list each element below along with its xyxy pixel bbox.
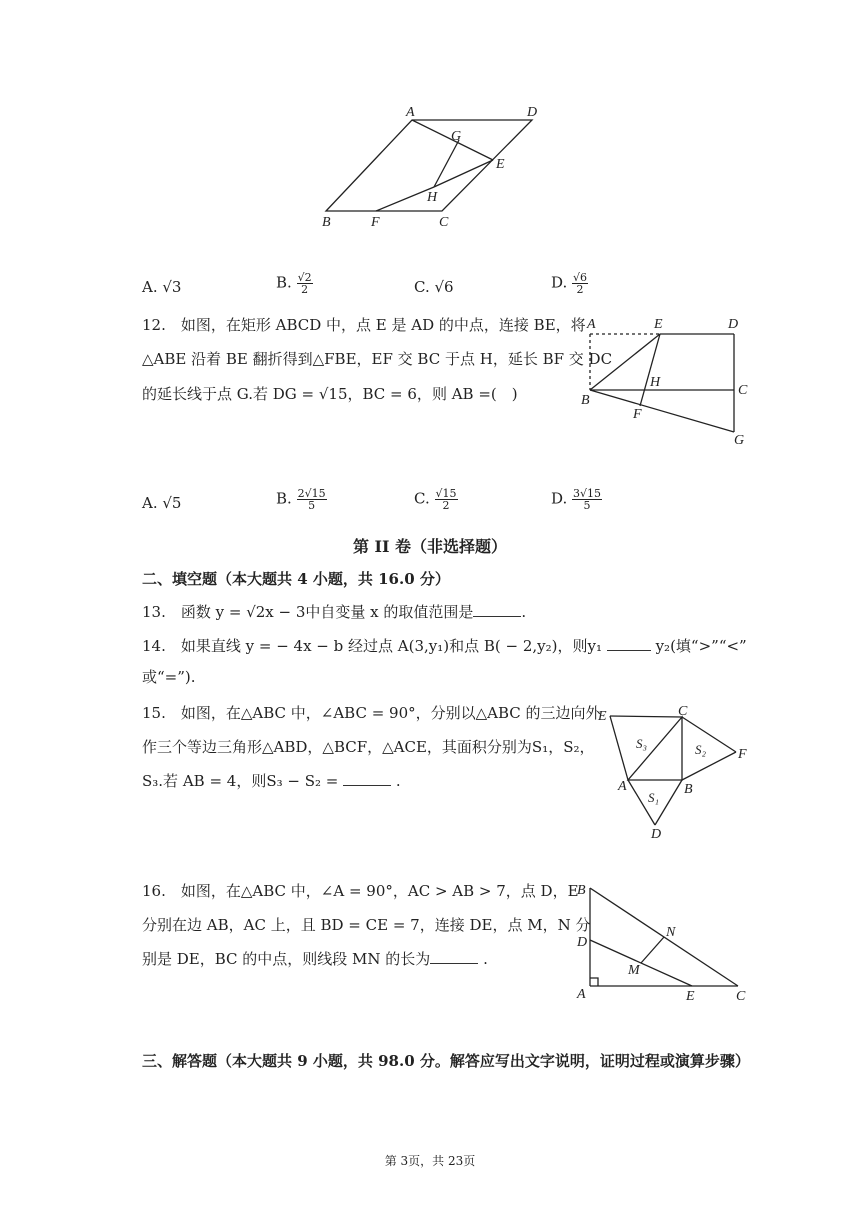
denominator: 2 (301, 283, 309, 296)
label-A: A (406, 105, 415, 120)
q16-line-2: 分别在边 AB，AC 上，且 BD = CE = 7，连接 DE，点 M，N 分 (142, 916, 591, 934)
fraction (435, 488, 458, 511)
q14-line-2: 或“=”). (142, 668, 196, 686)
option-letter: D. (551, 273, 568, 292)
q16-line-3 (142, 948, 488, 970)
q12-option-c (414, 488, 458, 511)
q11-option-c: C. √6 (414, 278, 454, 296)
numerator: √15 (435, 487, 457, 500)
section-3-heading: 三、解答题（本大题共 9 小题，共 98.0 分。解答应写出文字说明，证明过程或演算步骤） (142, 1052, 750, 1070)
parallelogram-figure (310, 100, 550, 235)
q13-end: . (521, 603, 527, 621)
label-B: B (581, 393, 590, 408)
label-H: H (650, 375, 661, 390)
q16-end: . (483, 950, 488, 968)
q15-end: . (395, 772, 401, 790)
q12-option-a: A. √5 (142, 494, 182, 512)
label-G: G (451, 129, 462, 144)
label-A: A (577, 987, 586, 1002)
q16-text: 别是 DE，BC 的中点，则线段 MN 的长为 (142, 950, 431, 968)
label-E: E (654, 317, 663, 332)
fraction (572, 272, 588, 295)
label-B: B (684, 782, 693, 797)
denominator: 2 (442, 499, 450, 512)
label-E: E (686, 989, 695, 1004)
q15-line-3 (142, 770, 401, 792)
label-C: C (439, 215, 449, 230)
q15-text: S₃.若 AB = 4，则S₃ − S₂ = (142, 772, 339, 790)
q11-option-a: A. √3 (142, 278, 182, 296)
label-H: H (427, 190, 438, 205)
fraction (572, 488, 602, 511)
label-C: C (678, 704, 688, 719)
equilateral-triangles-figure (592, 700, 762, 845)
answer-blank (430, 949, 478, 964)
label-C: C (736, 989, 746, 1004)
denominator: 5 (308, 499, 316, 512)
page-footer: 第 3页，共 23页 (384, 1154, 476, 1168)
q12-line-1: 12. 如图，在矩形 ABCD 中，点 E 是 AD 的中点，连接 BE，将 (142, 316, 586, 334)
answer-blank (473, 602, 521, 617)
q13 (142, 601, 526, 623)
section-2-title: 第 II 卷（非选择题） (352, 537, 508, 556)
option-letter: D. (551, 489, 568, 508)
label-S3: S₃ (636, 736, 648, 751)
option-letter: B. (276, 489, 292, 508)
q14-text-after: y₂(填“>”“<” (655, 637, 747, 655)
numerator: √6 (573, 271, 588, 284)
q15-line-1: 15. 如图，在△ABC 中，∠ABC = 90°，分别以△ABC 的三边向外 (142, 704, 601, 722)
q12-line-3: 的延长线于点 G.若 DG = √15，BC = 6，则 AB =( ) (142, 385, 518, 403)
label-B: B (577, 883, 586, 898)
q11-option-b (276, 272, 313, 295)
fraction (297, 272, 313, 295)
right-triangle-figure (570, 876, 760, 1006)
label-G: G (734, 433, 745, 448)
label-D: D (728, 317, 739, 332)
denominator: 5 (583, 499, 591, 512)
section-2-heading: 二、填空题（本大题共 4 小题，共 16.0 分） (142, 570, 450, 588)
label-A: A (587, 317, 596, 332)
label-F: F (371, 215, 380, 230)
label-E: E (496, 157, 505, 172)
q14-text: 14. 如果直线 y = − 4x − b 经过点 A(3,y₁)和点 B( − 2,y₂)，则y₁ (142, 637, 603, 655)
q12-option-d (551, 488, 602, 511)
answer-blank (607, 636, 651, 651)
rectangle-fold-figure (576, 310, 756, 450)
label-C: C (738, 383, 748, 398)
label-S2: S₂ (695, 742, 707, 757)
label-A: A (618, 779, 627, 794)
label-F: F (633, 407, 642, 422)
numerator: 2√15 (297, 487, 326, 500)
option-letter: B. (276, 273, 292, 292)
label-B: B (322, 215, 331, 230)
q14-line-1 (142, 635, 747, 657)
numerator: √2 (297, 271, 312, 284)
q12-option-b (276, 488, 327, 511)
q11-option-d (551, 272, 588, 295)
label-N: N (666, 925, 676, 940)
label-M: M (628, 963, 640, 978)
label-D: D (577, 935, 588, 950)
label-D: D (527, 105, 538, 120)
label-D: D (651, 827, 662, 842)
label-S1: S₁ (648, 790, 660, 805)
answer-blank (343, 771, 391, 786)
denominator: 2 (576, 283, 584, 296)
label-E: E (598, 709, 607, 724)
fraction (297, 488, 327, 511)
q16-line-1: 16. 如图，在△ABC 中，∠A = 90°，AC > AB > 7，点 D，E (142, 882, 579, 900)
q13-text: 13. 函数 y = √2x − 3中自变量 x 的取值范围是 (142, 603, 474, 621)
q15-line-2: 作三个等边三角形△ABD，△BCF，△ACE，其面积分别为S₁，S₂， (142, 738, 595, 756)
q12-line-2: △ABE 沿着 BE 翻折得到△FBE，EF 交 BC 于点 H，延长 BF 交 DC (142, 350, 613, 368)
option-letter: C. (414, 489, 430, 508)
label-F: F (738, 747, 747, 762)
numerator: 3√15 (573, 487, 602, 500)
